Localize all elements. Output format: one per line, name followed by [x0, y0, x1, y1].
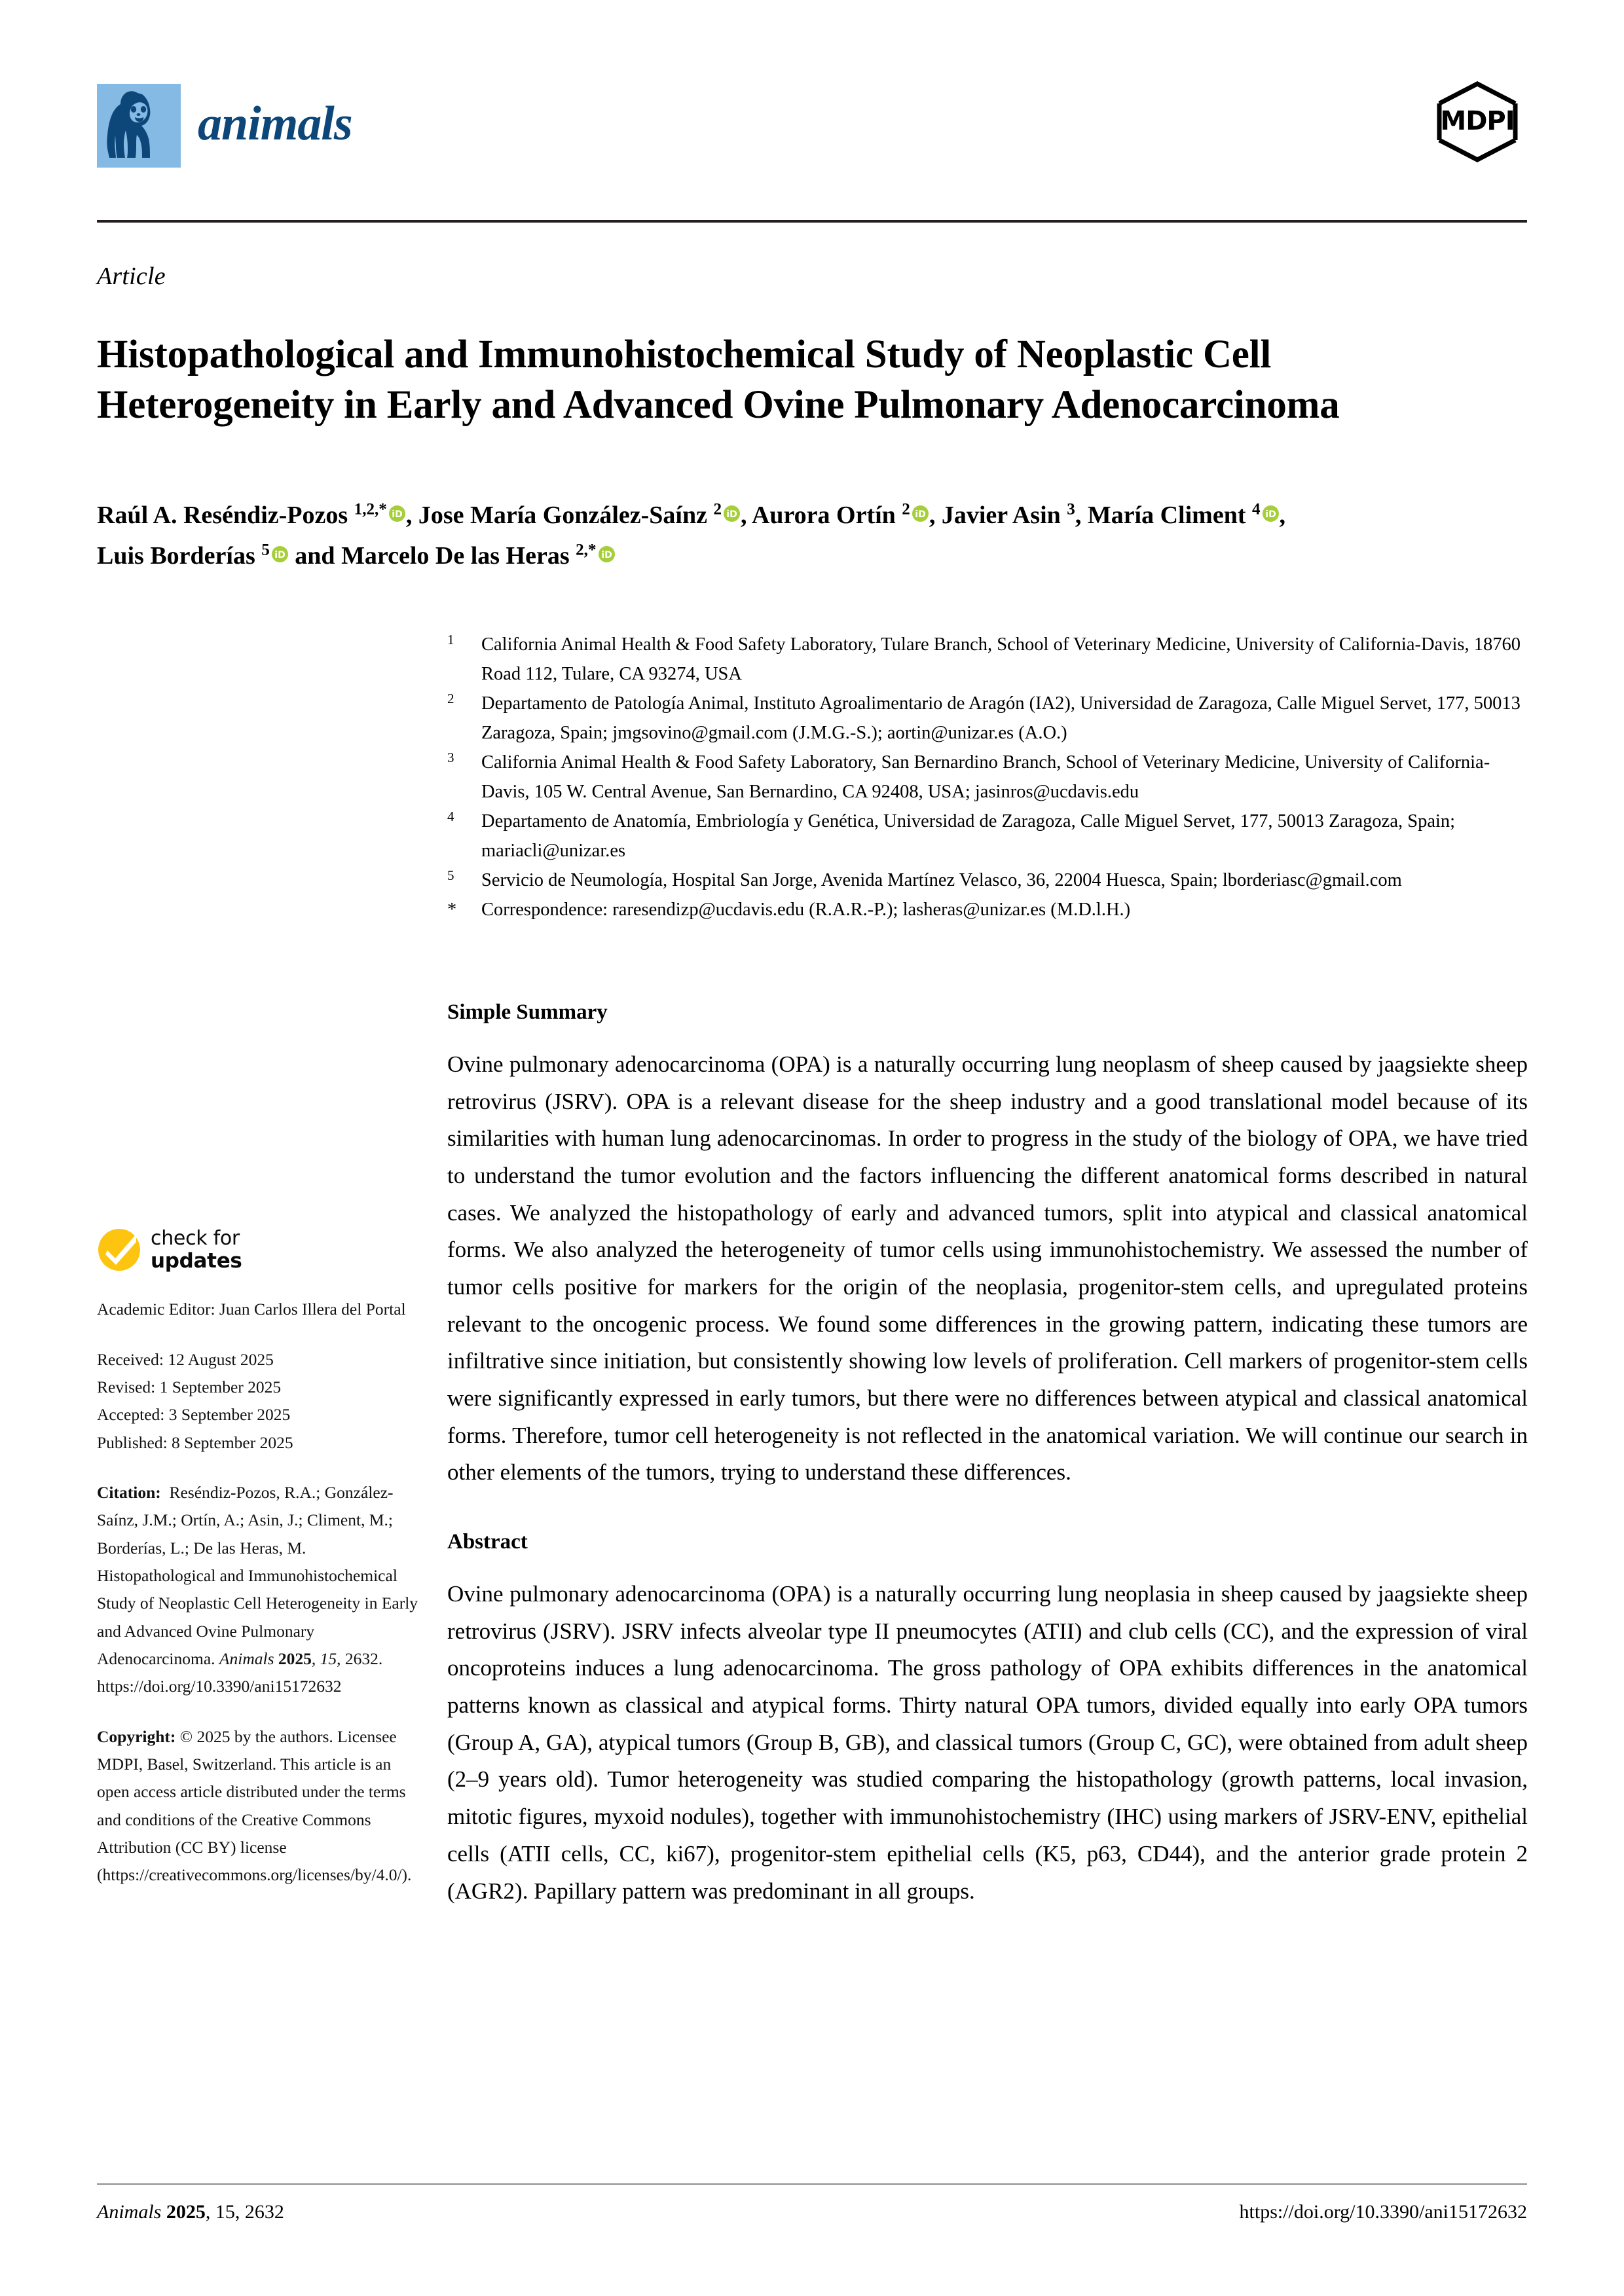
- affiliation-marker: 1: [447, 632, 454, 647]
- journal-wordmark: animals: [198, 97, 352, 151]
- affiliation-marker: 5: [447, 867, 454, 884]
- footer-journal-name: Animals: [97, 2201, 162, 2223]
- affiliation-item: [447, 630, 1528, 689]
- footer-year: 2025: [166, 2201, 206, 2223]
- orcid-id-icon[interactable]: [724, 505, 740, 522]
- simple-summary-heading: Simple Summary: [447, 1000, 608, 1024]
- date-published: Published: 8 September 2025: [97, 1432, 293, 1452]
- main-content: [447, 998, 1528, 1910]
- author-line-2: [97, 542, 616, 570]
- affiliation-text: Servicio de Neumología, Hospital San Jorge, Avenida Martínez Velasco, 36, 22004 Huesca, Spain; lborderiasc@gmail.com: [481, 870, 1402, 891]
- academic-editor: [97, 1296, 424, 1323]
- author-separator: ,: [1279, 501, 1286, 529]
- affiliations-list: [447, 630, 1528, 924]
- author-line-1: [97, 501, 1285, 529]
- orcid-id-icon[interactable]: [599, 546, 615, 562]
- mdpi-hexagon-logo-icon[interactable]: [1428, 72, 1527, 172]
- author-list: [97, 496, 1538, 576]
- author-name[interactable]: and Marcelo De las Heras: [288, 541, 576, 570]
- svg-text:iD: iD: [726, 509, 737, 520]
- author-affil-marker: 2,*: [576, 540, 597, 558]
- svg-text:iD: iD: [274, 549, 286, 560]
- correspondence-marker: *: [447, 900, 457, 920]
- svg-text:iD: iD: [1264, 509, 1276, 520]
- footer-divider: [97, 2183, 1527, 2185]
- sidebar-metadata: [97, 1228, 424, 1889]
- simple-summary-text: Ovine pulmonary adenocarcinoma (OPA) is a naturally occurring lung neoplasm of sheep caused by jaagsiekte sheep retrovirus (JSRV). OPA is a relevant disease for the sheep industry and a good translational model because of its similarities with human lung adenocarcinomas. In order to progress in the study of the biology of OPA, we have tried to understand the tumor evolution and the factors influencing the different anatomical forms described in natural cases. We analyzed the histopathology of early and advanced tumors, split into atypical and classical anatomical forms. We also analyzed the heterogeneity of tumor cells using immunohistochemistry. We assessed the number of tumor cells positive for markers for the origin of the neoplasia, progenitor-stem cells, and upregulated proteins relevant to the oncogenic process. We found some differences in the growing pattern, indicating these tumors are infiltrative since initiation, but consistently showing low levels of proliferation. Cell markers of progenitor-stem cells were significantly expressed in early tumors, but there were no differences between atypical and classical anatomical forms. Therefore, tumor cell heterogeneity is not reflected in the anatomical variation. We will continue our search in other elements of the tumors, trying to understand these differences.: [447, 1051, 1528, 1485]
- cfu-line-2: updates: [151, 1248, 242, 1273]
- citation-volume: 15: [320, 1649, 337, 1668]
- date-accepted: Accepted: 3 September 2025: [97, 1405, 291, 1425]
- orcid-id-icon[interactable]: [272, 546, 288, 562]
- gorilla-logo-icon: [97, 84, 181, 168]
- date-received: Received: 12 August 2025: [97, 1349, 274, 1369]
- page-title: Histopathological and Immunohistochemical Study of Neoplastic Cell Heterogeneity in Early and Advanced Ovine Pulmonary Adenocarcinoma: [97, 332, 1340, 428]
- academic-editor-text: Academic Editor: Juan Carlos Illera del Portal: [97, 1300, 406, 1319]
- date-revised: Revised: 1 September 2025: [97, 1377, 282, 1396]
- author-name[interactable]: Luis Borderías: [97, 541, 262, 570]
- affiliation-text: Departamento de Anatomía, Embriología y Genética, Universidad de Zaragoza, Calle Miguel Servet, 177, 50013 Zaragoza, Spain; mariacli@unizar.es: [481, 811, 1456, 862]
- citation-authors: Reséndiz-Pozos, R.A.; González-Saínz, J.M.; Ortín, A.; Asin, J.; Climent, M.; Borderías, L.; De las Heras, M. Histopathological and Immunohistochemical Study of Neoplastic Cell Heterogeneity in Early and Advanced Ovine Pulmonary Adenocarcinoma.: [97, 1482, 418, 1668]
- citation-year: 2025: [278, 1649, 312, 1668]
- journal-brand[interactable]: [97, 84, 352, 168]
- abstract-heading: Abstract: [447, 1530, 528, 1554]
- affiliation-marker: 3: [447, 750, 454, 766]
- correspondence-item: [447, 895, 1528, 924]
- svg-text:iD: iD: [600, 549, 612, 560]
- orcid-id-icon[interactable]: [912, 505, 929, 522]
- affiliation-text: Departamento de Patología Animal, Instituto Agroalimentario de Aragón (IA2), Universidad de Zaragoza, Calle Miguel Servet, 177, 50013 Zaragoza, Spain; jmgsovino@gmail.com (J.M.G.-S.); aortin@unizar.es (A.O.): [481, 693, 1521, 744]
- simple-summary-section: [447, 998, 1528, 1491]
- affiliation-text: California Animal Health & Food Safety Laboratory, San Bernardino Branch, School of Veterinary Medicine, University of California-Davis, 105 W. Central Avenue, San Bernardino, CA 92408, USA; jasinros@ucdavis.edu: [481, 752, 1490, 803]
- abstract-text: Ovine pulmonary adenocarcinoma (OPA) is a naturally occurring lung neoplasia in sheep caused by jaagsiekte sheep retrovirus (JSRV). JSRV infects alveolar type II pneumocytes (ATII) and club cells (CC), and the expression of viral oncoproteins induces a lung adenocarcinoma. The gross pathology of OPA exhibits differences in the anatomical patterns known as classical and atypical forms. Thirty natural OPA tumors, divided equally into early OPA tumors (Group A, GA), atypical tumors (Group B, GB), and classical tumors (Group C, GC), were obtained from adult sheep (2–9 years old). Tumor heterogeneity was studied comparing the histopathology (growth patterns, local invasion, mitotic figures, myxoid nodules), together with immunohistochemistry (IHC) using markers of JSRV-ENV, epithelial cells (ATII cells, CC, ki67), progenitor-stem epithelial cells (K5, p63, CD44), and the anterior grade protein 2 (AGR2). Papillary pattern was predominant in all groups.: [447, 1581, 1528, 1904]
- author-name[interactable]: , Javier Asin: [929, 501, 1067, 529]
- check-for-updates-icon: [97, 1228, 141, 1272]
- affiliation-item: [447, 689, 1528, 748]
- orcid-id-icon[interactable]: [1263, 505, 1279, 522]
- author-name[interactable]: , Aurora Ortín: [741, 501, 902, 529]
- citation-block: Citation: Reséndiz-Pozos, R.A.; González-Saínz, J.M.; Ortín, A.; Asin, J.; Climent, M.; Borderías, L.; De las Heras, M. Histopathological and Immunohistochemical Study of Neoplastic Cell Heterogeneity in Early and Advanced Ovine Pulmonary Adenocarcinoma. Animals 2025, 15, 2632. https://doi.org/10.3390/ani15172632: [97, 1482, 418, 1696]
- svg-text:iD: iD: [392, 509, 403, 520]
- svg-text:MDPI: MDPI: [1440, 106, 1515, 136]
- affiliation-marker: 4: [447, 809, 454, 825]
- author-name[interactable]: Raúl A. Reséndiz-Pozos: [97, 501, 354, 529]
- author-affil-marker: 1,2,*: [354, 500, 387, 519]
- page-footer: [97, 2201, 1527, 2223]
- author-affil-marker: 4: [1251, 500, 1261, 519]
- orcid-id-icon[interactable]: [389, 505, 405, 522]
- citation-article-number: 2632.: [344, 1649, 383, 1668]
- abstract-section: [447, 1528, 1528, 1910]
- copyright-text: © 2025 by the authors. Licensee MDPI, Basel, Switzerland. This article is an open access article distributed under the terms and conditions of the Creative Commons Attribution (CC BY) license (https://creativecommons.org/licenses/by/4.0/).: [97, 1726, 412, 1885]
- author-affil-marker: 3: [1067, 500, 1075, 519]
- author-affil-marker: 5: [261, 540, 270, 558]
- check-for-updates-label: [151, 1228, 242, 1272]
- author-name[interactable]: , Jose María González-Saínz: [405, 501, 714, 529]
- affiliation-text: California Animal Health & Food Safety Laboratory, Tulare Branch, School of Veterinary Medicine, University of California-Davis, 18760 Road 112, Tulare, CA 93274, USA: [481, 634, 1521, 685]
- svg-text:iD: iD: [915, 509, 926, 520]
- affiliation-item: [447, 866, 1528, 895]
- affiliation-item: [447, 807, 1528, 866]
- header-divider: [97, 220, 1527, 223]
- correspondence-text: Correspondence: raresendizp@ucdavis.edu (R.A.R.-P.); lasheras@unizar.es (M.D.l.H.): [481, 900, 1131, 920]
- copyright-block: [97, 1723, 424, 1889]
- author-name[interactable]: , María Climent: [1075, 501, 1252, 529]
- footer-citation: [97, 2201, 284, 2223]
- footer-doi-link[interactable]: https://doi.org/10.3390/ani15172632: [1239, 2201, 1527, 2223]
- affiliation-marker: 2: [447, 691, 454, 707]
- article-type-label: Article: [97, 263, 166, 290]
- cfu-line-1: check for: [151, 1227, 240, 1250]
- publication-dates: [97, 1346, 424, 1457]
- affiliation-item: [447, 748, 1528, 807]
- citation-journal: Animals: [219, 1649, 274, 1668]
- check-for-updates-badge[interactable]: [97, 1228, 424, 1272]
- author-affil-marker: 2: [902, 500, 910, 519]
- author-affil-marker: 2: [713, 500, 722, 519]
- footer-volume-page: , 15, 2632: [205, 2201, 284, 2223]
- masthead: [97, 84, 1527, 202]
- citation-doi-link[interactable]: https://doi.org/10.3390/ani15172632: [97, 1677, 342, 1696]
- copyright-label: Copyright:: [97, 1726, 176, 1746]
- citation-label: Citation:: [97, 1482, 161, 1502]
